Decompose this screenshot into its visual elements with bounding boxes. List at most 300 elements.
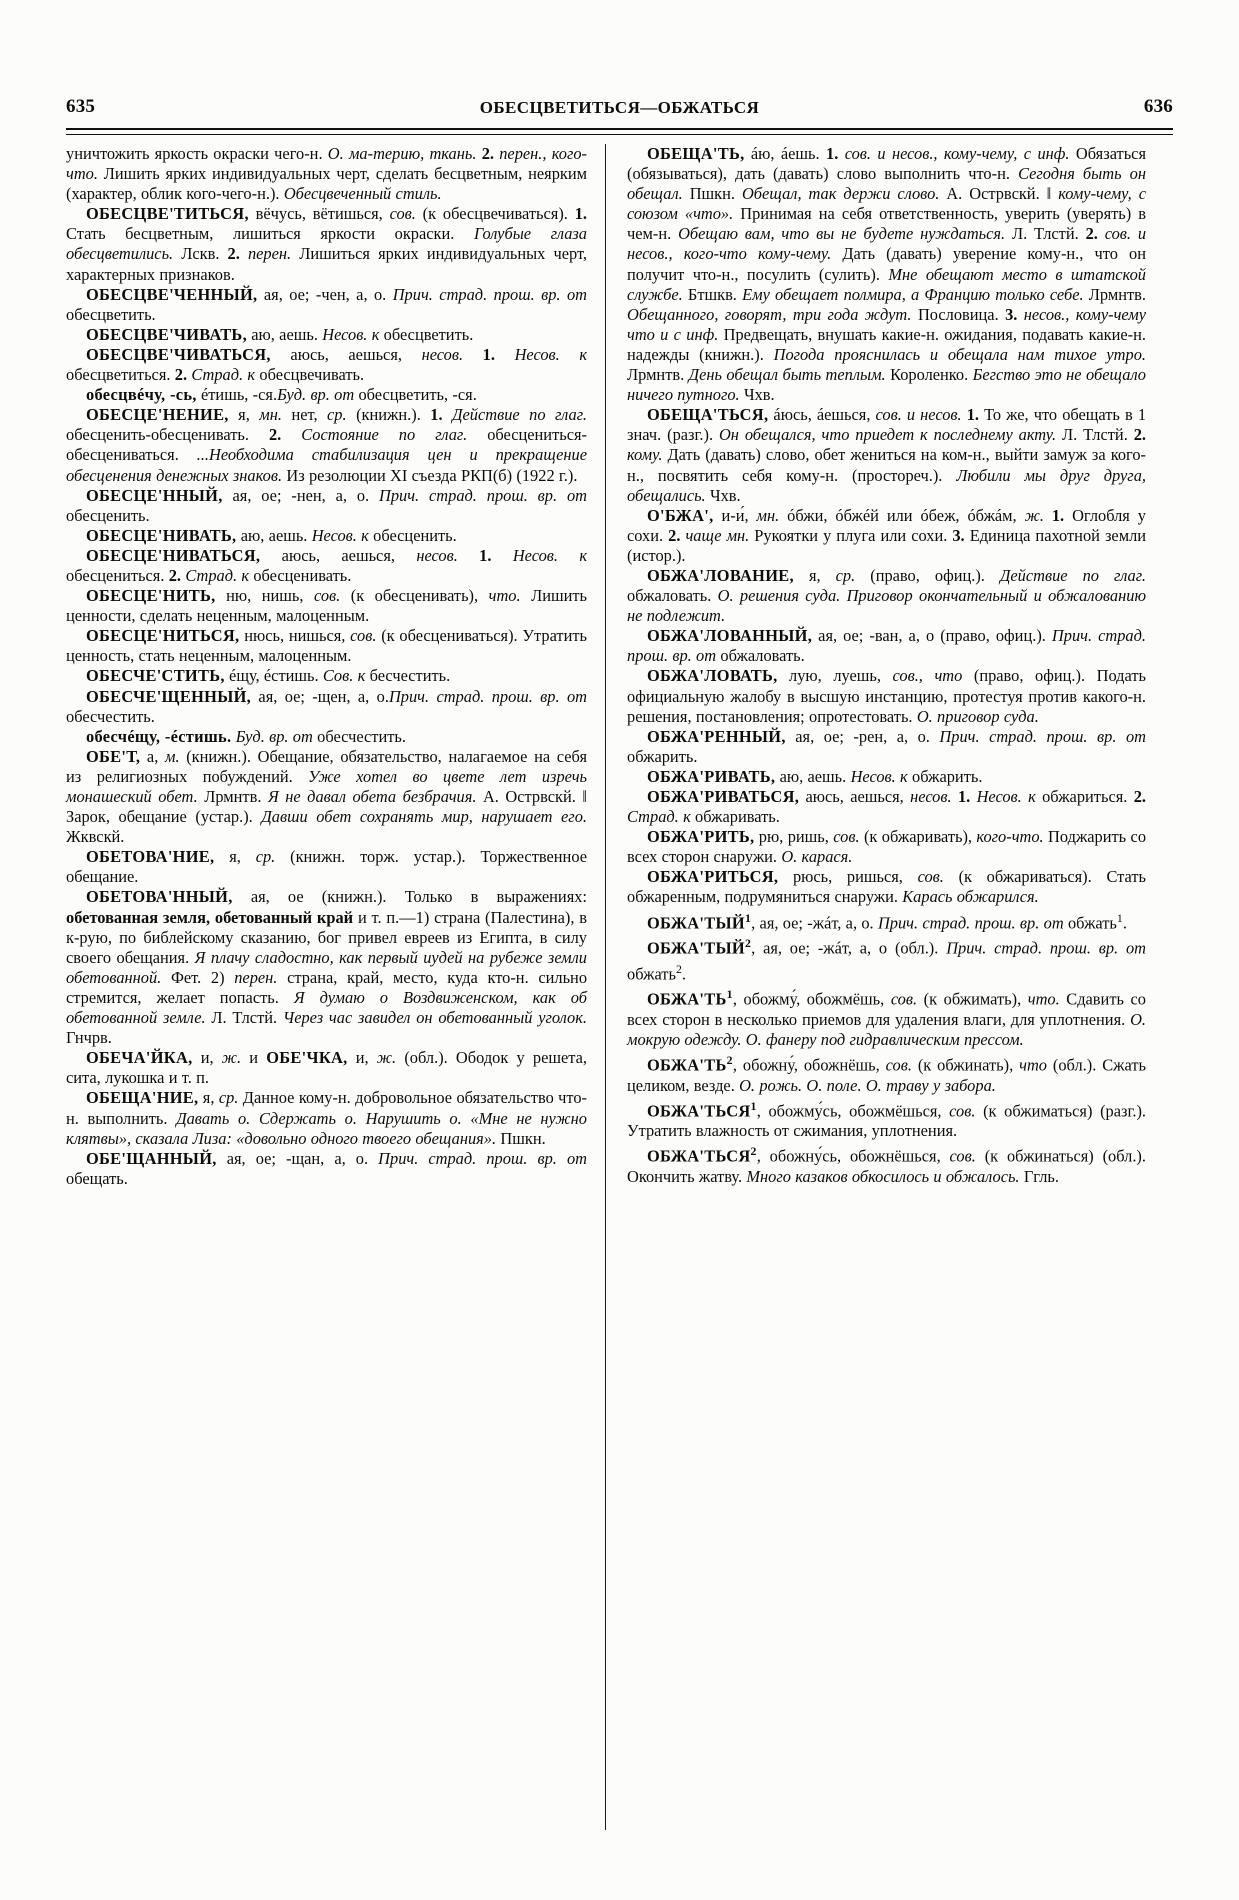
definition: Подать официальную жалобу в высшую инстанцию, протестуя против какого-н. решения, постановления; опротестовать.: [627, 666, 1146, 726]
quotation: О. решения суда. Приговор окончательный и обжалованию не подлежит.: [627, 586, 1146, 626]
definition-label: Прич. страд. прош. вр. от: [946, 938, 1146, 958]
entry-obescvechivat: [66, 325, 587, 345]
sense-text: Лишиться ярких индивидуальных черт, характерных признаков.: [66, 244, 588, 284]
conjunction: и: [249, 1048, 267, 1068]
sense-label: сов. и несов., кого-что кому-чему.: [627, 224, 1147, 264]
definition: Поджарить со всех сторон снаружи.: [627, 827, 1147, 867]
definition: обжарить.: [912, 766, 983, 786]
sense-number: 3.: [952, 525, 970, 545]
entry-body: (к обесцениваться).: [381, 626, 523, 646]
grammar-ital: ср.: [218, 1088, 243, 1108]
sense-number: 1.: [482, 344, 515, 364]
sense-label: перен.: [234, 967, 288, 987]
entry-obetovannyy: [66, 887, 587, 1048]
grammar: (книжн.).: [186, 746, 258, 766]
grammar: аюсь, аешься,: [270, 344, 422, 364]
grammar: ая, ое; -рен, а, о.: [785, 726, 940, 746]
grammar-ital: сов.: [917, 867, 959, 887]
government-label: что.: [488, 586, 532, 606]
grammar: ая, ое; -щен, а, о.: [251, 686, 389, 706]
sense-text: Рукоятки у плуга или сохи.: [754, 525, 953, 545]
homonym-index: 1: [1116, 910, 1123, 925]
grammar: , обожму́сь, обожмёшься,: [756, 1101, 950, 1121]
sense-label: Несов. к: [976, 787, 1043, 806]
quotation: Я плачу сладостно, как первый иудей на рубеже земли обетованной.: [66, 947, 587, 987]
grammar-ital: м.: [164, 746, 187, 766]
sense-text: обесцениться-обесцениваться.: [66, 425, 587, 465]
definition: обесчестить.: [66, 706, 155, 726]
entry-obzhatsya-2: [627, 1141, 1146, 1187]
entry-obzhatyy-1: [627, 908, 1146, 934]
sense-label: кому.: [627, 445, 668, 465]
definition: Сжать целиком, везде.: [627, 1055, 1146, 1095]
sense-text: обесценивать.: [253, 565, 352, 585]
sense-divider: ‖: [1046, 184, 1059, 204]
definition: обещать.: [66, 1168, 128, 1188]
grammar-ital: сов.: [313, 586, 351, 606]
grammar: (право, офиц.).: [973, 666, 1097, 686]
headword: ОБЖА'РИВАТЬСЯ,: [647, 787, 800, 806]
homonym-index: 2: [744, 936, 752, 951]
headword: ОБЕТОВА'НИЕ,: [86, 847, 215, 867]
definition: Окончить жатву.: [627, 1166, 747, 1186]
source: Чхв.: [743, 385, 775, 405]
quotation: Через час завидел он обетованный уголок.: [282, 1008, 587, 1028]
grammar: я,: [228, 405, 260, 425]
grammar-ital: сов.: [890, 989, 924, 1009]
grammar: я,: [198, 1088, 219, 1108]
sense-label: сов. и несов., кому-чему, с инф.: [844, 144, 1076, 163]
quotation: Обещал, так держи слово.: [741, 184, 947, 204]
cont-ital-1: О. ма-терию, ткань.: [327, 144, 482, 163]
headword: ОБЖА'ТЬСЯ: [647, 1101, 751, 1121]
headword: ОБЕСЦЕ'ННЫЙ,: [86, 485, 223, 505]
quotation: О. мокрую одежду. О. фанеру под гидравлическим прессом.: [627, 1009, 1146, 1049]
sense-text: обесцвечивать.: [259, 365, 365, 385]
headword: ОБЖА'ЛОВАТЬ,: [647, 666, 778, 686]
definition-label: Прич. страд. прош. вр. от: [379, 485, 587, 505]
grammar: éщу, éстишь.: [224, 666, 323, 686]
headword: ОБЕСЧЕ'СТИТЬ,: [86, 666, 225, 686]
grammar: , обожну́сь, обожнёшься,: [756, 1146, 950, 1166]
quotation: Уже хотел во цвете лет изречь монашеский обет.: [66, 766, 587, 806]
grammar-ital: сов.: [885, 1055, 918, 1075]
grammar: и-и́,: [713, 505, 757, 525]
entry-body: (к обжаривать),: [863, 827, 977, 847]
quotation: Бегство это не обещало ничего путного.: [627, 365, 1147, 405]
cont-text-2: Лишить ярких индивидуальных черт, сделать бесцветным, неярким (характер, облик кого-чего-н.).: [66, 164, 588, 204]
entry-body: (к обжинаться) (обл.).: [984, 1146, 1146, 1166]
definition: Зарок, обещание (устар.).: [66, 807, 262, 827]
headword: ОБЕСЦВЕ'ЧЕННЫЙ,: [86, 284, 258, 304]
entry-obzhat-1: [627, 984, 1146, 1050]
grammar: óбжи, óбжéй или óбеж, óбжáм,: [787, 505, 1025, 525]
entry-obzharivat: [627, 767, 1146, 787]
headword: ОБЖА'РЕННЫЙ,: [647, 726, 786, 746]
sense-number: 1.: [574, 204, 587, 224]
source: Л. Тлстй.: [1061, 425, 1134, 445]
grammar-ital: сов.: [833, 827, 864, 847]
sense-text: обесцветиться.: [66, 365, 175, 385]
headword: ОБЕСЦВЕ'ЧИВАТЬ,: [86, 324, 247, 344]
entry-obescvechennyy: [66, 285, 587, 325]
grammar: , обожну́, обожнёшь,: [732, 1055, 886, 1075]
grammar-ital: сов.: [949, 1146, 985, 1166]
sense-label: Несов. к: [512, 545, 588, 565]
quotation: Обещаю вам, что вы не будете нуждаться.: [678, 224, 1012, 244]
grammar-ital: несов.: [910, 787, 958, 806]
definition-label: Прич. страд. прош. вр. от: [378, 1148, 587, 1168]
headword: ОБЕСЦЕ'НИТЬ,: [86, 586, 216, 606]
sense-text: обжариться.: [1042, 787, 1134, 806]
column-left: [66, 144, 606, 1830]
grammar-ital: ср.: [835, 565, 871, 585]
sense-label: чаще мн.: [685, 525, 755, 545]
definition-end: .: [681, 964, 686, 984]
headword: ОБЖА'РИТЬ,: [647, 827, 755, 847]
quotation: Голубые глаза обесцветились.: [66, 224, 587, 264]
sense-number: 2.: [268, 425, 302, 445]
quotation: Я не давал обета безбрачия.: [267, 787, 483, 806]
homonym-index: 1: [744, 910, 752, 925]
sense-label: Состояние по глаг.: [301, 425, 488, 445]
grammar: аюсь, аешься,: [799, 787, 911, 806]
folio-right: 636: [1143, 96, 1173, 117]
cont-text-1: уничтожить яркость окраски чего-н.: [66, 144, 328, 163]
definition: обесценить.: [66, 505, 150, 525]
quotation: Давши обет сохранять мир, нарушает его.: [261, 807, 587, 827]
headword: ОБЕСЦЕ'НЕНИЕ,: [86, 405, 229, 425]
headword: ОБЕТОВА'ННЫЙ,: [86, 887, 233, 907]
government-label: кого-что.: [976, 827, 1049, 847]
sense-number: 2.: [1133, 787, 1146, 806]
sense-text: Принимая на себя ответственность, уверить (уверять) в чем-н.: [627, 204, 1146, 244]
sense-text: Единица пахотной земли (истор.).: [627, 525, 1147, 565]
definition: обжать: [627, 964, 676, 984]
headword: ОБЖА'РИВАТЬ,: [647, 766, 776, 786]
definition-label: Несов. к: [850, 766, 912, 786]
headword: О'БЖА',: [647, 505, 714, 525]
entry-body: (к обжариваться).: [958, 867, 1107, 887]
source: Пшкн.: [500, 1128, 546, 1148]
headword: ОБЖА'РИТЬСЯ,: [647, 867, 779, 887]
grammar: , обожму́, обожмёшь,: [732, 989, 891, 1009]
entry-obeschshchu: [66, 727, 587, 747]
definition: обесцветить.: [383, 324, 474, 344]
entry-obeschshchennyy: [66, 687, 587, 727]
quotation: Много казаков обкосилось и обжалось.: [746, 1166, 1024, 1186]
headword: ОБЖА'ТЬ: [647, 1055, 727, 1075]
definition-label: Прич. страд. прош. вр. от: [627, 626, 1146, 666]
quotation: Он обещался, что приедет к последнему акту.: [718, 425, 1062, 445]
definition-label: Сов. к: [322, 666, 370, 686]
entry-body: (к обесцвечиваться).: [415, 204, 575, 224]
grammar-ital: сов. и несов.: [875, 405, 967, 425]
grammar: аюсь, аешься,: [260, 545, 417, 565]
sense-label: кому-чему, с союзом «что».: [627, 184, 1146, 224]
grammar: аю, аешь.: [246, 324, 323, 344]
sense-label: Страд. к: [191, 365, 260, 385]
header-rule: [66, 128, 1173, 135]
sense-number: 1.: [826, 144, 845, 163]
headword: ОБЕСЦВЕ'ТИТЬСЯ,: [86, 204, 249, 224]
column-right: [606, 144, 1146, 1830]
entry-obeschestit: [66, 666, 587, 686]
grammar: , ая, ое; -жáт, а, о (обл.).: [751, 938, 947, 958]
headword: ОБЕЩА'НИЕ,: [86, 1088, 199, 1108]
entry-obescenivatsya: [66, 546, 587, 586]
sense-text: Предвещать, внушать какие-н. ожидания, подавать какие-н. надежды (книжн.).: [627, 324, 1146, 364]
quotation: Давать о. Сдержать о. Нарушить о. «Мне не нужно клятвы», сказала Лиза: «довольно одного твоего обещания».: [66, 1108, 587, 1148]
sense-text: Стать бесцветным, лишиться яркости окраски.: [66, 224, 474, 244]
grammar-ital: ж.: [1024, 505, 1052, 525]
idiom-phrase: обетованная земля, обетованный край: [66, 907, 358, 927]
entry-obeshchat: [627, 144, 1146, 405]
quotation: День обещал быть теплым.: [688, 365, 891, 385]
source: Пшкн.: [689, 184, 742, 204]
definition-end: .: [1122, 913, 1127, 933]
homonym-index: 2: [675, 961, 682, 976]
source: А. Острвскй.: [946, 184, 1047, 204]
entry-body: (к обжинать),: [917, 1055, 1020, 1075]
definition: обжарить.: [627, 746, 698, 766]
cont-ital-2: перен., кого-что.: [66, 144, 588, 184]
entry-obzharivatsya: [627, 787, 1146, 827]
headword: ОБЖА'ТЫЙ: [647, 938, 745, 958]
quotation: Карась обжарился.: [902, 887, 1039, 907]
entry-obetovanie: [66, 847, 587, 887]
sense-number: 2.: [1085, 224, 1105, 244]
definition-label: Прич. страд. прош. вр. от: [877, 913, 1068, 933]
headword: ОБЕСЦВЕ'ЧИВАТЬСЯ,: [86, 344, 271, 364]
source: Л. Тлстй.: [211, 1008, 283, 1028]
headword: ОБЖА'ТЬСЯ: [647, 1146, 751, 1166]
grammar-ital: мн.: [756, 505, 788, 525]
grammar-ital: ср.: [327, 405, 357, 425]
sense-text: Дать (давать) уверение кому-н., что он получит что-н., посулить (сулить).: [627, 244, 1146, 284]
headword: ОБЖА'ЛОВАНИЕ,: [647, 565, 794, 585]
sense-text: Оглобля у сохи.: [627, 505, 1146, 545]
sense-label: перен.: [247, 244, 300, 264]
quotation: Я думаю о Воздвиженском, как об обетованной земле.: [66, 987, 587, 1028]
definition: Данное кому-н. добровольное обязательство что-н. выполнить.: [66, 1088, 588, 1128]
definition: и т. п.—1) страна (Палестина), в к-рую, по библейскому сказанию, бог привел евреев из Египта, в силу своего обещания.: [66, 907, 587, 967]
grammar: (обл.).: [1052, 1055, 1103, 1075]
source: Лскв.: [181, 244, 228, 264]
source: Гнчрв.: [66, 1028, 112, 1048]
sense-text: обесценить-обесценивать.: [66, 425, 269, 445]
headword: ОБЕЩА'ТЬ,: [647, 144, 745, 163]
grammar: аю, аешь.: [775, 766, 851, 786]
cont-ital-3: Обесцвеченный стиль.: [283, 184, 442, 204]
sense-number: 3.: [1005, 304, 1024, 324]
grammar: нюсь, нишься,: [239, 626, 351, 646]
source: Лрмнтв.: [204, 787, 268, 806]
headword: ОБЕ'Т,: [86, 746, 141, 766]
definition-label: Несов. к: [311, 525, 374, 545]
headword-variant: ОБЕ'ЧКА,: [266, 1048, 348, 1068]
grammar: éтишь, -ся.: [196, 385, 278, 405]
sense-text: обжаривать.: [695, 807, 780, 827]
grammar: и,: [347, 1048, 377, 1068]
entry-obzhat-2: [627, 1050, 1146, 1096]
definition-label: Действие по глаг.: [999, 565, 1147, 585]
grammar: вёчусь, вётишься,: [248, 204, 390, 224]
sense-label: Страд. к: [185, 565, 254, 585]
sense-number: 2.: [668, 525, 686, 545]
definition: бесчестить.: [369, 666, 451, 686]
headword: ОБЕСЧЕ'ЩЕННЫЙ,: [86, 686, 252, 706]
source: Фет.: [170, 967, 211, 987]
source: Бтшкв.: [687, 284, 743, 304]
entry-obescenivat: [66, 526, 587, 546]
definition-label: Прич. страд. прош. вр. от: [388, 686, 587, 706]
grammar-ital: ж.: [376, 1048, 405, 1068]
grammar: рю, ришь,: [754, 827, 834, 847]
grammar: а,: [140, 746, 165, 766]
sense-number: 2.: [168, 565, 186, 585]
quotation: О. рожь. О. поле. О. траву у забора.: [739, 1075, 996, 1095]
entry-obescenitsya: [66, 626, 587, 666]
sense-number: 2.: [1133, 425, 1146, 445]
sense-number: 1.: [966, 405, 985, 425]
grammar: и,: [192, 1048, 222, 1068]
headword: ОБЕСЦЕ'НИТЬСЯ,: [86, 626, 240, 646]
grammar: ая, ое; -щан, а, о.: [216, 1148, 379, 1168]
quotation: Погода прояснилась и обещала нам тихое утро.: [773, 344, 1146, 364]
definition: Стать обжаренным, подрумяниться снаружи.: [627, 867, 1147, 907]
headword: обесцвéчу, -сь,: [86, 385, 197, 405]
definition-label: Прич. страд. прош. вр. от: [392, 284, 587, 304]
sense-number: 2.: [227, 244, 248, 264]
text-columns: [66, 144, 1173, 1830]
grammar-ital: ж.: [221, 1048, 250, 1068]
grammar-ital: ср.: [255, 847, 291, 867]
grammar-ital: мн.: [259, 405, 292, 425]
entry-obzhalovanie: [627, 566, 1146, 626]
government-label: что: [1019, 1055, 1053, 1075]
entry-obzha: [627, 506, 1146, 566]
sense-label: несов., кому-чему что и с инф.: [627, 304, 1146, 344]
grammar: (право, офиц.).: [870, 565, 1000, 585]
entry-obzharennyy: [627, 727, 1146, 767]
grammar: лую, луешь,: [777, 666, 893, 686]
source: Короленко.: [890, 365, 973, 385]
entry-obzharitsya: [627, 867, 1146, 907]
grammar: рюсь, ришься,: [778, 867, 918, 887]
quotation: О. приговор суда.: [916, 706, 1039, 726]
grammar: ая, ое; -чен, а, о.: [257, 284, 393, 304]
definition-label: Прич. страд. прош. вр. от: [939, 726, 1146, 746]
entry-continuation: [66, 144, 587, 204]
headword: ОБЖА'ТЫЙ: [647, 913, 745, 933]
homonym-index: 2: [726, 1053, 733, 1067]
definition-label: Буд. вр. от: [231, 726, 318, 746]
source: А. Острвскй.: [482, 787, 583, 806]
quotation: Мне обещают место в штатской службе.: [627, 264, 1146, 304]
grammar-ital: несов.: [421, 344, 483, 364]
entry-obzhalovannyy: [627, 626, 1146, 666]
grammar-ital: сов., что: [892, 666, 974, 686]
entry-obzhalovat: [627, 666, 1146, 726]
definition: обесценить.: [373, 525, 457, 545]
sense-number: 1.: [479, 545, 513, 565]
definition-label: Несов. к: [322, 324, 384, 344]
homonym-index: 1: [726, 987, 733, 1002]
sense-text: Обязаться (обязываться), дать (давать) слово выполнить что-н.: [627, 144, 1146, 184]
sense-label: Действие по глаг.: [452, 405, 588, 425]
definition: Утратить ценность, стать неценным, малоценным.: [66, 626, 588, 666]
definition: Только в выражениях:: [404, 887, 587, 907]
grammar: ая, ое; -ван, а, о (право, офиц.).: [812, 626, 1052, 646]
running-head-title: ОБЕСЦВЕТИТЬСЯ—ОБЖАТЬСЯ: [479, 98, 760, 117]
definition: Лишить ценности, сделать неценным, малоценным.: [66, 586, 588, 626]
sense-label: Несов. к: [514, 344, 588, 364]
headword: ОБЖА'ТЬ: [647, 989, 727, 1009]
headword: ОБЕЧА'ЙКА,: [86, 1048, 193, 1068]
headword: ОБЕСЦЕ'НИВАТЬ,: [86, 525, 237, 545]
entry-obeshchatsya: [627, 405, 1146, 505]
headword: ОБЕЩА'ТЬСЯ,: [647, 405, 769, 425]
quotation: Ему обещает полмира, а Францию только себе.: [742, 284, 1089, 304]
entry-obechayka: [66, 1048, 587, 1088]
definition: обесчестить.: [317, 726, 406, 746]
quotation: Любили мы друг друга, обещались.: [627, 465, 1146, 505]
source: Из резолюции XI съезда РКП(б) (1922 г.).: [286, 465, 578, 485]
source: Пословица.: [917, 304, 1006, 324]
definition: Обещание, обязательство, налагаемое на себя из религиозных побуждений.: [66, 746, 588, 786]
entry-body: (к обжиматься) (разг.).: [983, 1101, 1146, 1121]
folio-left: 635: [66, 96, 96, 117]
grammar: я,: [793, 565, 836, 585]
entry-obeshchannyy: [66, 1149, 587, 1189]
headword: ОБЕ'ЩАННЫЙ,: [86, 1148, 217, 1168]
grammar: аю, аешь.: [236, 525, 312, 545]
sense-number: 2.: [174, 365, 192, 385]
definition: обжаловать.: [720, 646, 805, 666]
sense-number: 1.: [1051, 505, 1073, 525]
grammar-ital: сов.: [949, 1101, 984, 1121]
entry-body: (к обжимать),: [923, 989, 1028, 1009]
definition: (обл.). Ободок у решета, сита, лукошка и т. п.: [66, 1048, 587, 1088]
headword: ОБЕСЦЕ'НИВАТЬСЯ,: [86, 545, 261, 565]
source: Лрмнтв.: [627, 365, 689, 385]
sense-divider: ‖: [582, 787, 587, 806]
homonym-index: 2: [750, 1144, 757, 1159]
sense-number: 2): [210, 967, 235, 987]
entry-body: (к обесценивать),: [350, 586, 489, 606]
sense-label: Страд. к: [627, 807, 696, 827]
grammar: я,: [214, 847, 256, 867]
entry-obescenennyy: [66, 486, 587, 526]
grammar: áюсь, áешься,: [768, 405, 876, 425]
definition: Утратить влажность от сжимания, уплотнения.: [627, 1121, 958, 1141]
entry-obescenit: [66, 586, 587, 626]
government-label: что.: [1027, 989, 1067, 1009]
definition: Сдавить со всех сторон в несколько приемов для удаления влаги, для уплотнения.: [627, 989, 1146, 1029]
quotation: ...Необходима стабилизация цен и прекращение обесценения денежных знаков.: [66, 445, 587, 485]
sense-text: обесцениться.: [66, 565, 169, 585]
quotation: Обещанного, говорят, три года ждут.: [627, 304, 918, 324]
entry-obescvechu: [66, 385, 587, 405]
cont-sense-num: 2.: [481, 144, 500, 163]
definition: обесцветить, -ся.: [358, 385, 477, 405]
grammar: (книжн. торж. устар.).: [290, 847, 481, 867]
definition: Торжественное обещание.: [66, 847, 587, 887]
quotation: Сегодня быть он обещал.: [627, 164, 1146, 204]
definition: обжать: [1067, 913, 1117, 933]
grammar-ital: сов.: [350, 626, 382, 646]
